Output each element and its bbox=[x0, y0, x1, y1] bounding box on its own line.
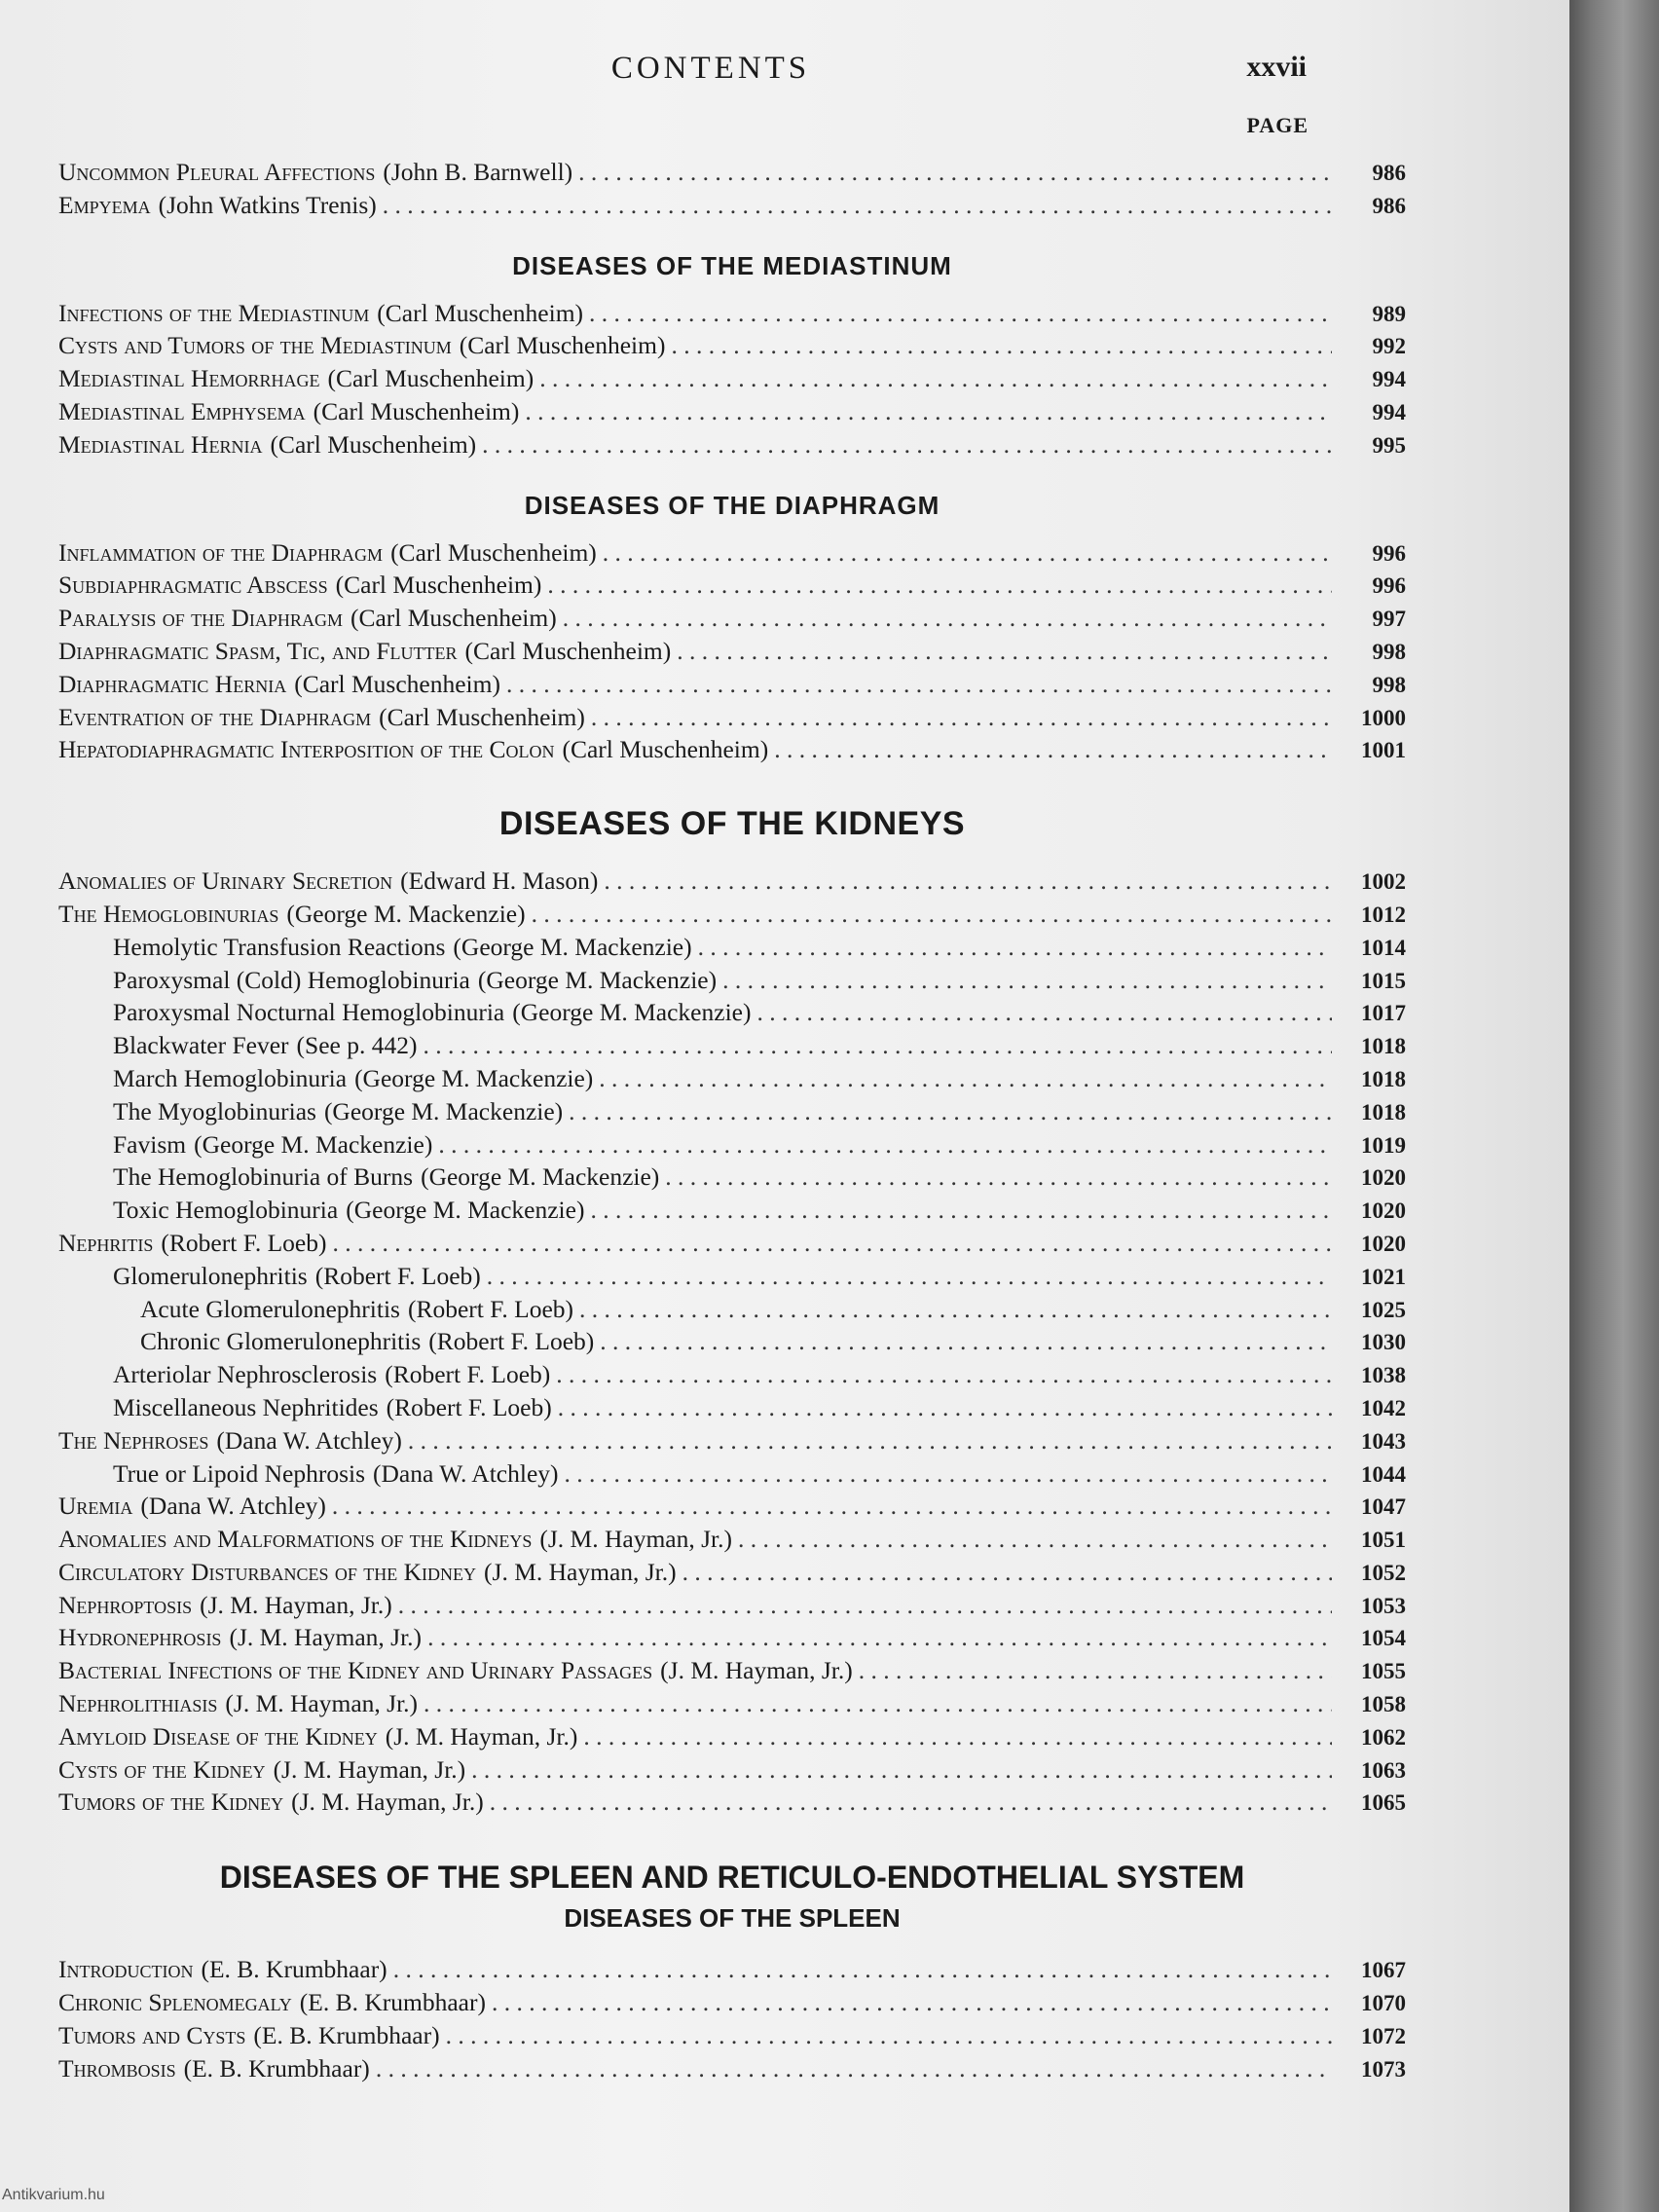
toc-entry bbox=[58, 1325, 1406, 1358]
toc-entry bbox=[58, 1161, 1406, 1194]
dot-leader bbox=[565, 1457, 1332, 1491]
toc-entry bbox=[58, 898, 1406, 931]
entry-page: 1018 bbox=[1361, 1066, 1406, 1091]
entry-title: Cysts of the Kidney bbox=[58, 1754, 266, 1784]
dot-leader bbox=[525, 395, 1332, 428]
toc-entry bbox=[58, 931, 1406, 964]
entry-title: Thrombosis bbox=[58, 2053, 176, 2083]
entry-title: Cysts and Tumors of the Mediastinum bbox=[58, 331, 452, 360]
toc-entry bbox=[58, 1490, 1406, 1523]
page-title: CONTENTS bbox=[610, 51, 811, 86]
entry-author: (Carl Muschenheim) bbox=[350, 604, 557, 633]
dot-leader bbox=[547, 569, 1332, 602]
toc-entry bbox=[58, 1029, 1406, 1062]
toc-entry bbox=[58, 635, 1406, 668]
entry-author: (George M. Mackenzie) bbox=[346, 1196, 585, 1225]
entry-page: 1025 bbox=[1361, 1297, 1406, 1322]
entry-title: Empyema bbox=[58, 190, 151, 219]
dot-leader bbox=[332, 1490, 1332, 1523]
dot-leader bbox=[558, 1391, 1332, 1424]
dot-leader bbox=[471, 1753, 1332, 1787]
dot-leader bbox=[859, 1654, 1332, 1687]
entry-author: (Dana W. Atchley) bbox=[140, 1492, 326, 1521]
entry-author: (Carl Muschenheim) bbox=[294, 669, 500, 698]
toc-entry bbox=[58, 395, 1406, 428]
dot-leader bbox=[506, 668, 1332, 701]
entry-title: Amyloid Disease of the Kidney bbox=[58, 1721, 378, 1751]
toc-entry bbox=[58, 1062, 1406, 1095]
entry-page: 1065 bbox=[1361, 1790, 1406, 1816]
entry-page: 1000 bbox=[1361, 705, 1406, 730]
dot-leader bbox=[532, 898, 1332, 931]
entry-author: (Robert F. Loeb) bbox=[428, 1327, 595, 1356]
entry-page: 1067 bbox=[1361, 1958, 1406, 1983]
entry-title: Chronic Glomerulonephritis bbox=[140, 1327, 422, 1356]
dot-leader bbox=[599, 1062, 1332, 1095]
entry-title: Uremia bbox=[58, 1492, 133, 1521]
entry-page: 1020 bbox=[1361, 1231, 1406, 1256]
dot-leader bbox=[698, 931, 1332, 964]
entry-title: Blackwater Fever bbox=[113, 1031, 289, 1060]
toc-entry bbox=[58, 2052, 1406, 2085]
entry-page: 1014 bbox=[1361, 935, 1406, 960]
dot-leader bbox=[682, 1556, 1332, 1589]
toc-entry bbox=[58, 996, 1406, 1029]
section-heading-diaphragm: DISEASES OF THE DIAPHRAGM bbox=[524, 490, 940, 520]
entry-title: Glomerulonephritis bbox=[113, 1261, 308, 1290]
toc-entry bbox=[58, 1654, 1406, 1687]
entry-title: Hepatodiaphragmatic Interposition of the Colon bbox=[58, 735, 555, 764]
toc-entry bbox=[58, 156, 1406, 189]
entry-title: Mediastinal Hemorrhage bbox=[58, 364, 320, 393]
entry-page: 1002 bbox=[1361, 869, 1406, 895]
toc-entry bbox=[58, 1687, 1406, 1720]
entry-page: 1055 bbox=[1361, 1659, 1406, 1684]
dot-leader bbox=[563, 602, 1332, 635]
subsection-heading-spleen: DISEASES OF THE SPLEEN bbox=[564, 1903, 901, 1934]
entry-page: 1012 bbox=[1361, 902, 1406, 927]
entry-author: (John B. Barnwell) bbox=[383, 158, 573, 186]
toc-entry bbox=[58, 1457, 1406, 1491]
entry-page: 1021 bbox=[1361, 1264, 1406, 1289]
entry-page: 995 bbox=[1372, 432, 1406, 458]
entry-page: 1017 bbox=[1361, 1001, 1406, 1026]
entry-title: Miscellaneous Nephritides bbox=[113, 1392, 379, 1421]
entry-author: (George M. Mackenzie) bbox=[194, 1129, 433, 1159]
entry-author: (E. B. Krumbhaar) bbox=[201, 1955, 387, 1984]
entry-author: (Carl Muschenheim) bbox=[327, 364, 535, 393]
entry-title: Hemolytic Transfusion Reactions bbox=[113, 932, 446, 961]
dot-leader bbox=[569, 1095, 1332, 1128]
watermark: Antikvarium.hu bbox=[2, 2187, 105, 2203]
toc-entry bbox=[58, 1720, 1406, 1753]
toc-entry bbox=[58, 1621, 1406, 1654]
entry-author: (Dana W. Atchley) bbox=[373, 1458, 559, 1488]
dot-leader bbox=[490, 1786, 1332, 1819]
toc-entry bbox=[58, 1260, 1406, 1293]
entry-title: Tumors of the Kidney bbox=[58, 1788, 284, 1817]
entry-page: 1063 bbox=[1361, 1757, 1406, 1783]
dot-leader bbox=[738, 1523, 1332, 1556]
section-heading-spleen-res: DISEASES OF THE SPLEEN AND RETICULO-ENDOTHELIAL SYSTEM bbox=[219, 1860, 1245, 1896]
entry-page: 1070 bbox=[1361, 1991, 1406, 2016]
toc-entry bbox=[58, 1523, 1406, 1556]
entry-author: (George M. Mackenzie) bbox=[286, 899, 526, 928]
entry-author: (Carl Muschenheim) bbox=[459, 331, 666, 360]
dot-leader bbox=[600, 1325, 1332, 1358]
entry-title: True or Lipoid Nephrosis bbox=[113, 1458, 366, 1488]
kidneys-entries bbox=[58, 865, 1406, 1819]
entry-page: 1058 bbox=[1361, 1692, 1406, 1717]
entry-author: (George M. Mackenzie) bbox=[354, 1063, 594, 1092]
entry-page: 1054 bbox=[1361, 1626, 1406, 1651]
toc-entry bbox=[58, 701, 1406, 734]
entry-author: (Carl Muschenheim) bbox=[562, 735, 769, 764]
toc-entry bbox=[58, 1227, 1406, 1260]
dot-leader bbox=[446, 2019, 1332, 2052]
entry-title: Diaphragmatic Spasm, Tic, and Flutter bbox=[58, 636, 458, 665]
toc-entry bbox=[58, 536, 1406, 570]
dot-leader bbox=[774, 733, 1332, 766]
entry-page: 994 bbox=[1372, 399, 1406, 424]
entry-title: Mediastinal Emphysema bbox=[58, 396, 306, 425]
entry-page: 1018 bbox=[1361, 1099, 1406, 1124]
entry-author: (J. M. Hayman, Jr.) bbox=[273, 1754, 466, 1784]
toc-entry bbox=[58, 1953, 1406, 1986]
entry-title: The Nephroses bbox=[58, 1425, 209, 1455]
entry-author: (Robert F. Loeb) bbox=[314, 1261, 481, 1290]
entry-author: (Robert F. Loeb) bbox=[386, 1392, 552, 1421]
entry-page: 1051 bbox=[1361, 1528, 1406, 1553]
page-number-roman: xxvii bbox=[1246, 51, 1307, 83]
entry-page: 1047 bbox=[1361, 1494, 1406, 1520]
dot-leader bbox=[671, 329, 1332, 362]
dot-leader bbox=[590, 1194, 1332, 1227]
toc-entry bbox=[58, 569, 1406, 602]
dot-leader bbox=[438, 1128, 1332, 1161]
entry-author: (George M. Mackenzie) bbox=[453, 932, 692, 961]
toc-entry bbox=[58, 1194, 1406, 1227]
toc-entry bbox=[58, 1128, 1406, 1161]
entry-title: Paralysis of the Diaphragm bbox=[58, 604, 343, 633]
dot-leader bbox=[589, 297, 1332, 330]
entry-author: (George M. Mackenzie) bbox=[323, 1096, 564, 1125]
entry-author: (Robert F. Loeb) bbox=[385, 1360, 551, 1389]
toc-entry bbox=[58, 1293, 1406, 1326]
entry-page: 997 bbox=[1372, 607, 1406, 632]
dot-leader bbox=[579, 1293, 1332, 1326]
entry-page: 1030 bbox=[1361, 1330, 1406, 1355]
top-entries bbox=[58, 156, 1406, 222]
entry-author: (J. M. Hayman, Jr.) bbox=[229, 1623, 423, 1652]
section-heading-kidneys: DISEASES OF THE KIDNEYS bbox=[498, 805, 966, 843]
toc-entry bbox=[58, 428, 1406, 461]
entry-page: 1062 bbox=[1361, 1724, 1406, 1750]
entry-page: 998 bbox=[1372, 672, 1406, 697]
entry-page: 1020 bbox=[1361, 1198, 1406, 1224]
entry-title: Anomalies and Malformations of the Kidneys bbox=[58, 1525, 533, 1554]
dot-leader bbox=[427, 1621, 1332, 1654]
dot-leader bbox=[583, 1720, 1332, 1753]
toc-entry bbox=[58, 668, 1406, 701]
entry-author: (Carl Muschenheim) bbox=[377, 298, 584, 327]
entry-author: (Carl Muschenheim) bbox=[379, 702, 585, 731]
toc-entry bbox=[58, 362, 1406, 395]
entry-author: (J. M. Hayman, Jr.) bbox=[484, 1557, 677, 1586]
dot-leader bbox=[393, 1953, 1332, 1986]
entry-page: 989 bbox=[1372, 301, 1406, 326]
diaphragm-entries bbox=[58, 536, 1406, 767]
toc-entry bbox=[58, 865, 1406, 898]
entry-page: 994 bbox=[1372, 367, 1406, 392]
entry-title: Eventration of the Diaphragm bbox=[58, 702, 372, 731]
entry-title: Diaphragmatic Hernia bbox=[58, 669, 287, 698]
dot-leader bbox=[591, 701, 1332, 734]
toc-entry bbox=[58, 1391, 1406, 1424]
dot-leader bbox=[722, 964, 1332, 997]
entry-title: The Hemoglobinuria of Burns bbox=[113, 1162, 414, 1192]
entry-page: 1019 bbox=[1361, 1132, 1406, 1158]
entry-author: (J. M. Hayman, Jr.) bbox=[225, 1689, 419, 1718]
toc-entry bbox=[58, 964, 1406, 997]
dot-leader bbox=[556, 1358, 1332, 1391]
dot-leader bbox=[677, 635, 1332, 668]
toc-entry bbox=[58, 297, 1406, 330]
entry-page: 1042 bbox=[1361, 1395, 1406, 1420]
entry-page: 1072 bbox=[1361, 2023, 1406, 2048]
entry-page: 1018 bbox=[1361, 1034, 1406, 1059]
dot-leader bbox=[376, 2052, 1332, 2085]
toc-entry bbox=[58, 329, 1406, 362]
entry-author: (Carl Muschenheim) bbox=[313, 396, 520, 425]
entry-author: (J. M. Hayman, Jr.) bbox=[660, 1656, 853, 1685]
entry-title: Paroxysmal Nocturnal Hemoglobinuria bbox=[113, 998, 505, 1027]
entry-title: Paroxysmal (Cold) Hemoglobinuria bbox=[113, 965, 470, 994]
entry-author: (Carl Muschenheim) bbox=[335, 571, 542, 600]
entry-page: 1038 bbox=[1361, 1363, 1406, 1388]
toc-entry bbox=[58, 1358, 1406, 1391]
entry-author: (Carl Muschenheim) bbox=[464, 636, 672, 665]
entry-title: Uncommon Pleural Affections bbox=[58, 158, 376, 186]
entry-author: (George M. Mackenzie) bbox=[477, 965, 718, 994]
dot-leader bbox=[539, 362, 1332, 395]
entry-page: 1043 bbox=[1361, 1428, 1406, 1454]
entry-title: Chronic Splenomegaly bbox=[58, 1988, 292, 2017]
toc-entry bbox=[58, 189, 1406, 222]
entry-title: Nephritis bbox=[58, 1228, 154, 1257]
entry-title: Arteriolar Nephrosclerosis bbox=[113, 1360, 378, 1389]
entry-page: 1073 bbox=[1361, 2056, 1406, 2082]
entry-page: 986 bbox=[1372, 193, 1406, 218]
entry-author: (Edward H. Mason) bbox=[400, 866, 599, 896]
dot-leader bbox=[578, 156, 1332, 189]
entry-author: (J. M. Hayman, Jr.) bbox=[539, 1525, 732, 1554]
entry-title: Infections of the Mediastinum bbox=[58, 298, 370, 327]
entry-author: (George M. Mackenzie) bbox=[421, 1162, 660, 1192]
entry-title: The Hemoglobinurias bbox=[58, 899, 279, 928]
entry-title: Toxic Hemoglobinuria bbox=[113, 1196, 339, 1225]
entry-title: Mediastinal Hernia bbox=[58, 429, 263, 459]
toc-entry bbox=[58, 2019, 1406, 2052]
entry-title: Circulatory Disturbances of the Kidney bbox=[58, 1557, 477, 1586]
entry-title: Subdiaphragmatic Abscess bbox=[58, 571, 328, 600]
entry-author: (See p. 442) bbox=[296, 1031, 418, 1060]
entry-title: Hydronephrosis bbox=[58, 1623, 222, 1652]
toc-entry bbox=[58, 1753, 1406, 1787]
dot-leader bbox=[604, 865, 1332, 898]
page-column-label: PAGE bbox=[1246, 113, 1309, 137]
toc-entry bbox=[58, 1095, 1406, 1128]
entry-title: Nephroptosis bbox=[58, 1590, 193, 1619]
entry-author: (Dana W. Atchley) bbox=[216, 1425, 402, 1455]
entry-author: (Robert F. Loeb) bbox=[407, 1294, 574, 1323]
dot-leader bbox=[398, 1589, 1332, 1622]
entry-author: (George M. Mackenzie) bbox=[512, 998, 752, 1027]
dot-leader bbox=[383, 189, 1332, 222]
dot-leader bbox=[423, 1029, 1332, 1062]
dot-leader bbox=[487, 1260, 1332, 1293]
entry-page: 1020 bbox=[1361, 1165, 1406, 1191]
entry-author: (J. M. Hayman, Jr.) bbox=[385, 1721, 578, 1751]
entry-page: 992 bbox=[1372, 334, 1406, 359]
entry-author: (John Watkins Trenis) bbox=[158, 190, 377, 219]
dot-leader bbox=[408, 1424, 1332, 1457]
dot-leader bbox=[332, 1227, 1332, 1260]
dot-leader bbox=[665, 1161, 1332, 1194]
mediastinum-entries bbox=[58, 297, 1406, 461]
toc-entry bbox=[58, 1424, 1406, 1457]
entry-author: (J. M. Hayman, Jr.) bbox=[200, 1590, 392, 1619]
entry-author: (Robert F. Loeb) bbox=[161, 1228, 327, 1257]
book-spine-edge bbox=[1569, 0, 1659, 2212]
toc-entry bbox=[58, 1589, 1406, 1622]
entry-author: (Carl Muschenheim) bbox=[390, 537, 597, 567]
dot-leader bbox=[756, 996, 1332, 1029]
entry-author: (E. B. Krumbhaar) bbox=[299, 1988, 486, 2017]
table-of-contents bbox=[58, 156, 1406, 2084]
entry-page: 1053 bbox=[1361, 1593, 1406, 1618]
entry-page: 1044 bbox=[1361, 1461, 1406, 1487]
entry-title: Introduction bbox=[58, 1955, 194, 1984]
entry-title: The Myoglobinurias bbox=[113, 1096, 316, 1125]
entry-page: 1015 bbox=[1361, 968, 1406, 993]
toc-entry bbox=[58, 1786, 1406, 1819]
entry-page: 986 bbox=[1372, 161, 1406, 185]
dot-leader bbox=[603, 536, 1332, 570]
entry-page: 996 bbox=[1372, 540, 1406, 566]
entry-page: 1052 bbox=[1361, 1560, 1406, 1585]
entry-author: (Carl Muschenheim) bbox=[270, 429, 477, 459]
entry-title: Anomalies of Urinary Secretion bbox=[58, 866, 393, 896]
entry-title: Inflammation of the Diaphragm bbox=[58, 537, 384, 567]
entry-title: Tumors and Cysts bbox=[58, 2020, 246, 2049]
toc-entry bbox=[58, 1556, 1406, 1589]
entry-author: (E. B. Krumbhaar) bbox=[253, 2020, 440, 2049]
entry-title: Favism bbox=[113, 1129, 187, 1159]
entry-title: March Hemoglobinuria bbox=[113, 1063, 348, 1092]
entry-page: 1001 bbox=[1361, 738, 1406, 763]
entry-page: 998 bbox=[1372, 639, 1406, 664]
toc-entry bbox=[58, 602, 1406, 635]
entry-title: Acute Glomerulonephritis bbox=[140, 1294, 400, 1323]
dot-leader bbox=[482, 428, 1332, 461]
entry-title: Bacterial Infections of the Kidney and Urinary Passages bbox=[58, 1656, 653, 1685]
spleen-entries bbox=[58, 1953, 1406, 2084]
entry-author: (E. B. Krumbhaar) bbox=[183, 2053, 370, 2083]
toc-entry bbox=[58, 1986, 1406, 2019]
entry-page: 996 bbox=[1372, 573, 1406, 599]
section-heading-mediastinum: DISEASES OF THE MEDIASTINUM bbox=[512, 250, 952, 280]
entry-author: (J. M. Hayman, Jr.) bbox=[291, 1788, 484, 1817]
toc-entry bbox=[58, 733, 1406, 766]
entry-title: Nephrolithiasis bbox=[58, 1689, 218, 1718]
dot-leader bbox=[492, 1986, 1332, 2019]
dot-leader bbox=[424, 1687, 1332, 1720]
